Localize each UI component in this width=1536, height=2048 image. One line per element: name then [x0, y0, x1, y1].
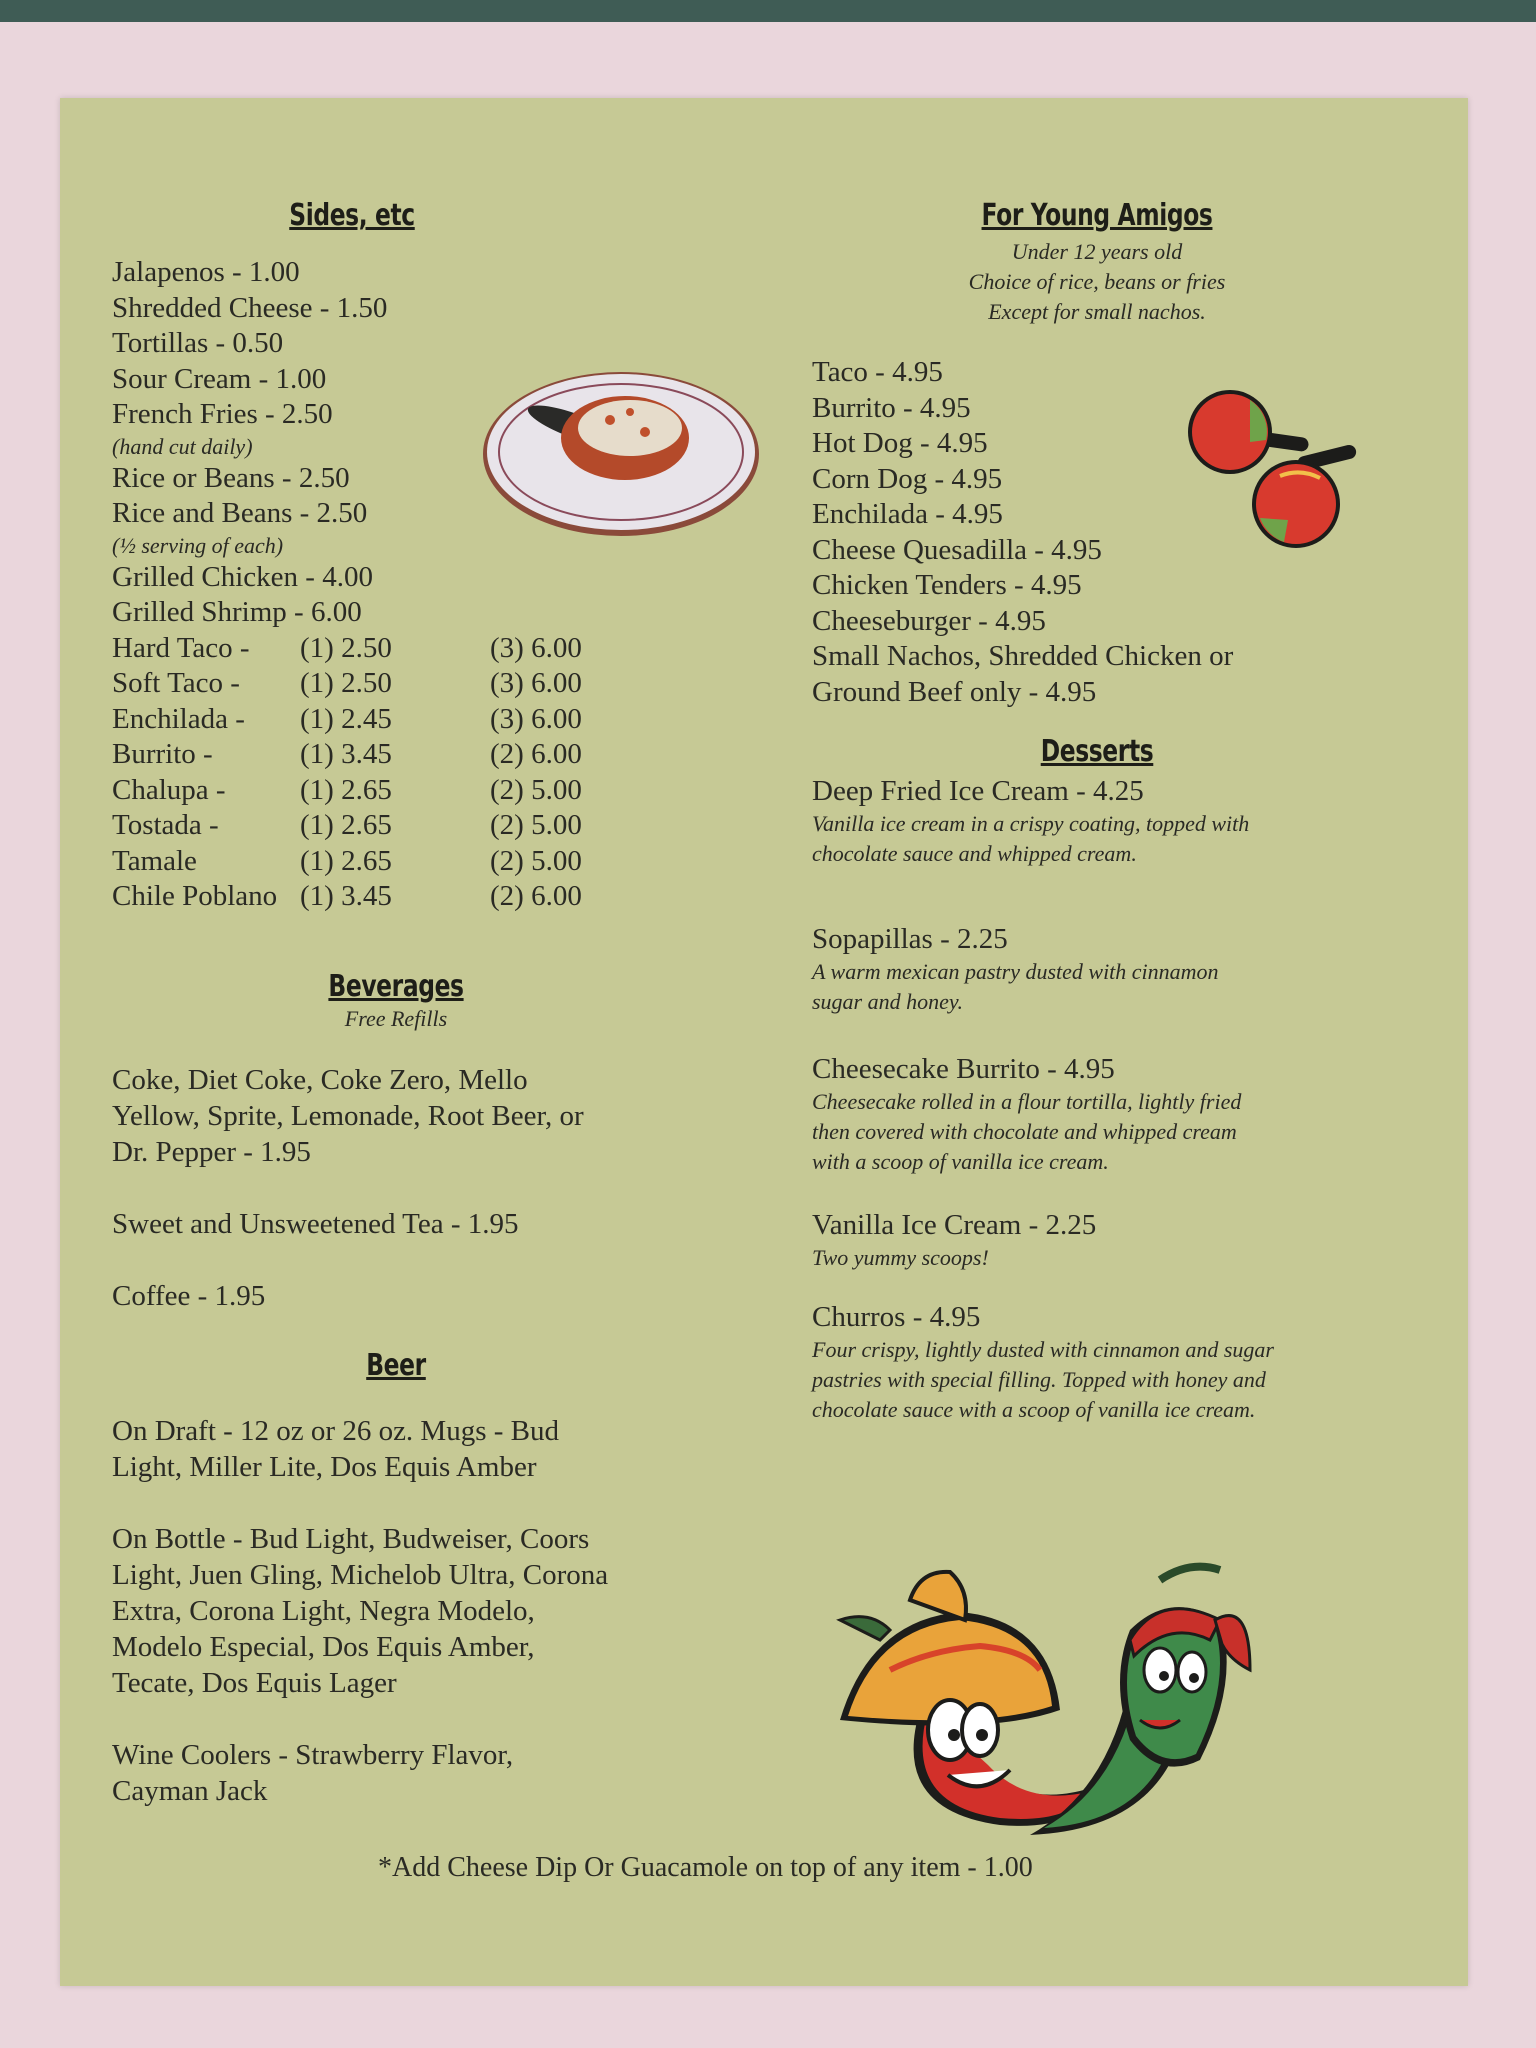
dessert-desc: Two yummy scoops! [812, 1245, 989, 1270]
side-item: Rice or Beans - 2.50 [112, 461, 350, 494]
dessert-desc: chocolate sauce with a scoop of vanilla ice cream. [812, 1397, 1256, 1422]
wine-line: Wine Coolers - Strawberry Flavor, [112, 1738, 514, 1771]
wine-line: Cayman Jack [112, 1774, 268, 1807]
grid-row [112, 702, 712, 738]
grid-name: Chalupa - [112, 773, 226, 806]
dessert-title: Cheesecake Burrito - 4.95 [812, 1053, 1115, 1085]
desserts-list [812, 773, 1412, 1425]
side-item: Tortillas - 0.50 [112, 327, 284, 359]
rice-note: (½ serving of each) [112, 532, 284, 558]
grid-row [112, 879, 712, 915]
kids-item: Hot Dog - 4.95 [812, 427, 988, 459]
grid-name: Soft Taco - [112, 667, 240, 699]
top-edge [0, 0, 1536, 22]
desserts-heading: Desserts [1040, 734, 1154, 769]
beer-section [112, 1348, 680, 1383]
grid-row [112, 808, 712, 844]
add-on-note: *Add Cheese Dip Or Guacamole on top of any item - 1.00 [378, 1852, 1033, 1883]
grid-single: (1) 3.45 [300, 880, 392, 912]
grid-multi: (2) 6.00 [490, 738, 582, 770]
side-item: Jalapenos - 1.00 [112, 256, 300, 288]
dessert-desc: then covered with chocolate and whipped cream [812, 1119, 1237, 1144]
beverages-heading: Beverages [328, 968, 464, 1004]
grid-multi: (3) 6.00 [490, 667, 582, 699]
kids-note: Choice of rice, beans or fries [968, 269, 1226, 294]
kids-heading: For Young Amigos [981, 198, 1213, 233]
draft-line: Light, Miller Lite, Dos Equis Amber [112, 1450, 537, 1483]
dessert-item [812, 1207, 1412, 1273]
sides-price-grid [112, 631, 712, 915]
coffee-line: Coffee - 1.95 [112, 1279, 266, 1312]
side-item: Grilled Shrimp - 6.00 [112, 596, 362, 628]
beverages-section [112, 969, 680, 1034]
grid-name: Tostada - [112, 809, 219, 841]
kids-item: Enchilada - 4.95 [812, 498, 1003, 530]
kids-item: Corn Dog - 4.95 [812, 462, 1003, 495]
grid-single: (1) 2.45 [300, 702, 392, 735]
grid-multi: (2) 5.00 [490, 773, 582, 806]
kids-item: Taco - 4.95 [812, 356, 943, 388]
dessert-item [812, 1051, 1412, 1177]
kids-header [812, 198, 1382, 327]
grid-single: (1) 3.45 [300, 738, 392, 770]
grid-name: Hard Taco - [112, 631, 250, 664]
grid-row [112, 737, 712, 773]
dessert-item [812, 1299, 1412, 1425]
dessert-title: Vanilla Ice Cream - 2.25 [812, 1209, 1097, 1241]
kids-note: Under 12 years old [1011, 239, 1183, 264]
grid-multi: (2) 5.00 [490, 844, 582, 877]
beverages-list [112, 1062, 712, 1314]
kids-item: Cheese Quesadilla - 4.95 [812, 533, 1102, 566]
grid-multi: (3) 6.00 [490, 631, 582, 664]
maracas-image [1180, 380, 1380, 560]
bottle-line: Tecate, Dos Equis Lager [112, 1666, 397, 1699]
draft-line: On Draft - 12 oz or 26 oz. Mugs - Bud [112, 1414, 560, 1447]
kids-item: Small Nachos, Shredded Chicken or [812, 640, 1234, 672]
grid-name: Tamale [112, 844, 197, 877]
side-item: Rice and Beans - 2.50 [112, 497, 368, 529]
grid-row [112, 773, 712, 809]
dessert-item [812, 921, 1412, 1017]
dessert-desc: Four crispy, lightly dusted with cinnamon and sugar [812, 1337, 1274, 1362]
desserts-section [812, 734, 1382, 769]
grid-name: Burrito - [112, 738, 213, 770]
grid-single: (1) 2.65 [300, 844, 392, 877]
grid-name: Chile Poblano [112, 880, 278, 912]
grid-row [112, 666, 712, 702]
bottle-line: Modelo Especial, Dos Equis Amber, [112, 1630, 535, 1663]
bottle-line: On Bottle - Bud Light, Budweiser, Coors [112, 1522, 590, 1555]
food-plate-image [480, 368, 762, 540]
soda-line: Dr. Pepper - 1.95 [112, 1135, 311, 1168]
fries-note: (hand cut daily) [112, 433, 253, 459]
sides-heading: Sides, etc [289, 198, 415, 233]
beer-list [112, 1413, 712, 1809]
grid-single: (1) 2.50 [300, 667, 392, 699]
chili-peppers-image [830, 1560, 1370, 1850]
dessert-desc: Cheesecake rolled in a flour tortilla, lightly fried [812, 1089, 1242, 1114]
dessert-desc: A warm mexican pastry dusted with cinnamon [812, 959, 1219, 984]
grid-name: Enchilada - [112, 702, 245, 735]
beer-heading: Beer [366, 1347, 426, 1383]
dessert-title: Deep Fried Ice Cream - 4.25 [812, 775, 1144, 807]
dessert-desc: with a scoop of vanilla ice cream. [812, 1149, 1109, 1174]
grid-single: (1) 2.50 [300, 631, 392, 664]
side-item: Grilled Chicken - 4.00 [112, 560, 373, 593]
beverages-sub: Free Refills [344, 1005, 448, 1031]
side-item: Shredded Cheese - 1.50 [112, 291, 388, 324]
bottle-line: Extra, Corona Light, Negra Modelo, [112, 1594, 535, 1627]
grid-single: (1) 2.65 [300, 773, 392, 806]
soda-line: Yellow, Sprite, Lemonade, Root Beer, or [112, 1099, 584, 1132]
kids-item: Burrito - 4.95 [812, 391, 971, 424]
grid-row [112, 844, 712, 880]
grid-multi: (3) 6.00 [490, 702, 582, 735]
dessert-desc: Vanilla ice cream in a crispy coating, topped with [812, 811, 1250, 836]
grid-multi: (2) 5.00 [490, 809, 582, 841]
dessert-title: Churros - 4.95 [812, 1301, 981, 1333]
grid-single: (1) 2.65 [300, 809, 392, 841]
grid-multi: (2) 6.00 [490, 880, 582, 912]
side-item: French Fries - 2.50 [112, 398, 333, 430]
side-item: Sour Cream - 1.00 [112, 362, 327, 395]
dessert-desc: sugar and honey. [812, 989, 963, 1014]
kids-item: Ground Beef only - 4.95 [812, 675, 1097, 708]
kids-note: Except for small nachos. [988, 299, 1206, 324]
kids-item: Chicken Tenders - 4.95 [812, 569, 1082, 601]
dessert-desc: chocolate sauce and whipped cream. [812, 841, 1137, 866]
dessert-title: Sopapillas - 2.25 [812, 923, 1008, 955]
bottle-line: Light, Juen Gling, Michelob Ultra, Corona [112, 1558, 609, 1591]
soda-line: Coke, Diet Coke, Coke Zero, Mello [112, 1063, 528, 1096]
kids-item: Cheeseburger - 4.95 [812, 604, 1046, 637]
dessert-desc: pastries with special filling. Topped with honey and [812, 1367, 1266, 1392]
dessert-item [812, 773, 1412, 869]
grid-row [112, 631, 712, 667]
tea-line: Sweet and Unsweetened Tea - 1.95 [112, 1207, 519, 1240]
